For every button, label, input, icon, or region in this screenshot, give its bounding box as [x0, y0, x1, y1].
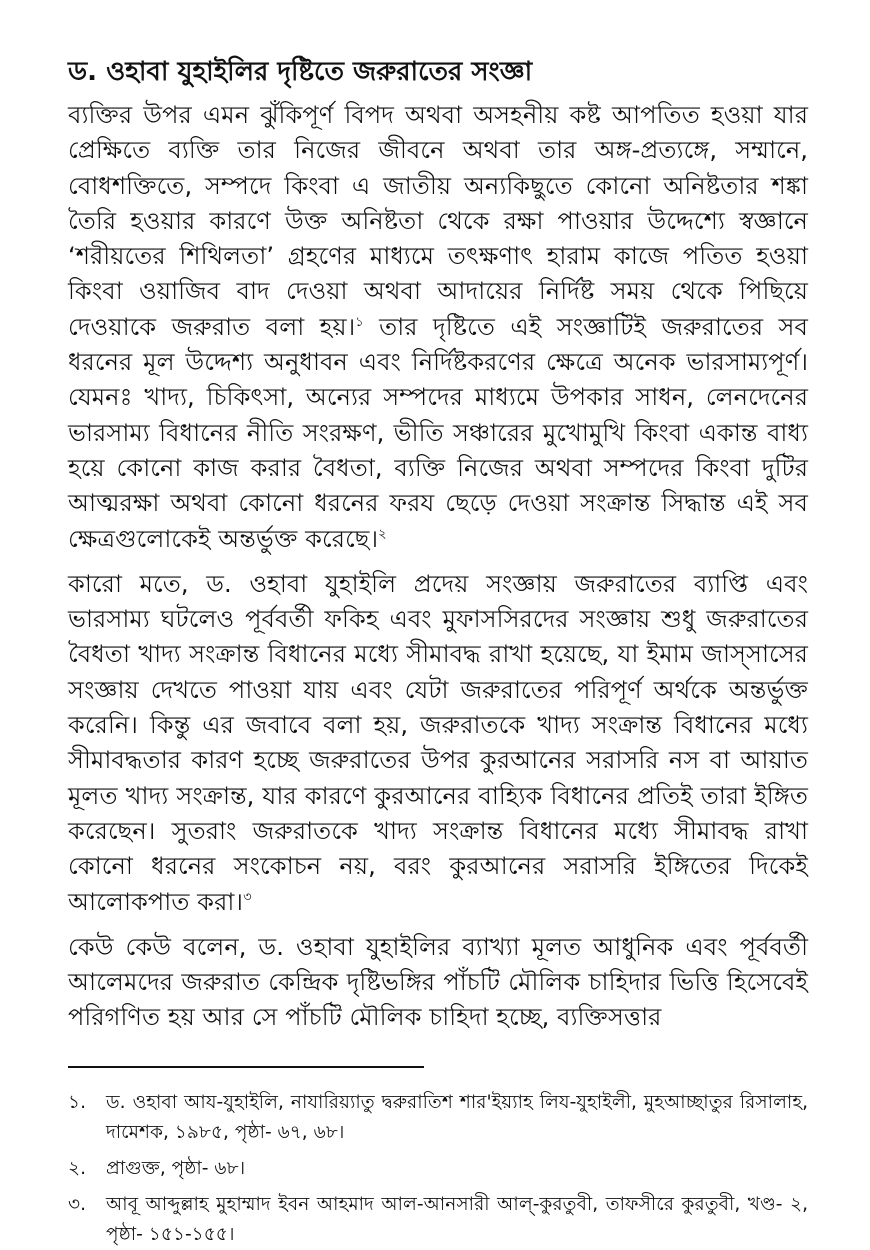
footnote-number: ১. — [68, 1091, 86, 1113]
paragraph-3-text: কেউ কেউ বলেন, ড. ওহাবা যুহাইলির ব্যাখ্যা মূলত আধুনিক এবং পূর্ববর্তী আলেমদের জরুরাত কেন্দ্রিক দৃষ্টিভঙ্গির পাঁচটি মৌলিক চাহিদার ভিত্তি হিসেবেই পরিগণিত হয় আর সে পাঁচটি মৌলিক চাহিদা হচ্ছে, ব্যক্তিসত্তার — [68, 932, 808, 1032]
paragraph-1-text-b: তার দৃষ্টিতে এই সংজ্ঞাটিই জরুরাতের সব ধরনের মূল উদ্দেশ্য অনুধাবন এবং নির্দিষ্টকরণের ক্ষেত্রে অনেক ভারসাম্যপূর্ণ। যেমনঃ খাদ্য, চিকিৎসা, অন্যের সম্পদের মাধ্যমে উপকার সাধন, লেনদেনের ভারসাম্য বিধানের নীতি সংরক্ষণ, ভীতি সঞ্চারের মুখোমুখি কিংবা একান্ত বাধ্য হয়ে কোনো কাজ করার বৈধতা, ব্যক্তি নিজের অথবা সম্পদের কিংবা দুটির আত্মরক্ষা অথবা কোনো ধরনের ফরয ছেড়ে দেওয়া সংক্রান্ত সিদ্ধান্ত এই সব ক্ষেত্রগুলোকেই অন্তর্ভুক্ত করেছে। — [68, 312, 808, 553]
paragraph-3 — [68, 930, 808, 1036]
footnote-item — [68, 1190, 808, 1250]
footnote-item — [68, 1154, 808, 1184]
footnote-text: আবূ আব্দুল্লাহ মুহাম্মাদ ইবন আহমাদ আল-আনসারী আল্-কুরতুবী, তাফসীরে কুরতুবী, খণ্ড- ২, পৃষ্ঠা- ১৫১-১৫৫। — [106, 1193, 808, 1245]
footnote-ref-1[interactable]: ১ — [355, 314, 364, 330]
footnote-text: প্রাগুক্ত, পৃষ্ঠা- ৬৮। — [106, 1157, 246, 1179]
paragraph-2 — [68, 567, 808, 920]
footnote-ref-2[interactable]: ২ — [378, 526, 387, 542]
section-heading: ড. ওহাবা যুহাইলির দৃষ্টিতে জরুরাতের সংজ্ঞা — [68, 57, 533, 87]
footnote-number: ৩. — [68, 1193, 87, 1215]
footnote-list — [68, 1088, 808, 1250]
paragraph-2-text: কারো মতে, ড. ওহাবা যুহাইলি প্রদেয় সংজ্ঞায় জরুরাতের ব্যাপ্তি এবং ভারসাম্য ঘটলেও পূর্ববর্তী ফকিহ এবং মুফাসসিরদের সংজ্ঞায় শুধু জরুরাতের বৈধতা খাদ্য সংক্রান্ত বিধানের মধ্যে সীমাবদ্ধ রাখা হয়েছে, যা ইমাম জাস্সাসের সংজ্ঞায় দেখতে পাওয়া যায় এবং যেটা জরুরাতের পরিপূর্ণ অর্থকে অন্তর্ভুক্ত করেনি। কিন্তু এর জবাবে বলা হয়, জরুরাতকে খাদ্য সংক্রান্ত বিধানের মধ্যে সীমাবদ্ধতার কারণ হচ্ছে জরুরাতের উপর কুরআনের সরাসরি নস বা আয়াত মূলত খাদ্য সংক্রান্ত, যার কারণে কুরআনের বাহ্যিক বিধানের প্রতিই তারা ইঙ্গিত করেছেন। সুতরাং জরুরাতকে খাদ্য সংক্রান্ত বিধানের মধ্যে সীমাবদ্ধ রাখা কোনো ধরনের সংকোচন নয়, বরং কুরআনের সরাসরি ইঙ্গিতের দিকেই আলোকপাত করা। — [68, 569, 808, 916]
paragraph-1-text-a: ব্যক্তির উপর এমন ঝুঁকিপূর্ণ বিপদ অথবা অসহনীয় কষ্ট আপতিত হওয়া যার প্রেক্ষিতে ব্যক্তি তার নিজের জীবনে অথবা তার অঙ্গ-প্রত্যঙ্গে, সম্মানে, বোধশক্তিতে, সম্পদে কিংবা এ জাতীয় অন্যকিছুতে কোনো অনিষ্টতার শঙ্কা তৈরি হওয়ার কারণে উক্ত অনিষ্টতা থেকে রক্ষা পাওয়ার উদ্দেশ্যে স্বজ্ঞানে ‘শরীয়তের শিথিলতা’ গ্রহণের মাধ্যমে তৎক্ষণাৎ হারাম কাজে পতিত হওয়া কিংবা ওয়াজিব বাদ দেওয়া অথবা আদায়ের নির্দিষ্ট সময় থেকে পিছিয়ে দেওয়াকে জরুরাত বলা হয়। — [68, 101, 808, 341]
footnote-number: ২. — [68, 1157, 87, 1179]
footnote-item — [68, 1088, 808, 1148]
footnote-ref-3[interactable]: ৩ — [243, 889, 252, 905]
footnote-divider — [68, 1066, 424, 1068]
footnote-text: ড. ওহাবা আয-যুহাইলি, নাযারিয়্যাতু দ্বরুরাতিশ শার'ইয়্যাহ লিয-যুহাইলী, মুহআচ্ছাতুর রিসালাহ, দামেশক, ১৯৮৫, পৃষ্ঠা- ৬৭, ৬৮। — [106, 1091, 808, 1143]
paragraph-1 — [68, 98, 808, 557]
